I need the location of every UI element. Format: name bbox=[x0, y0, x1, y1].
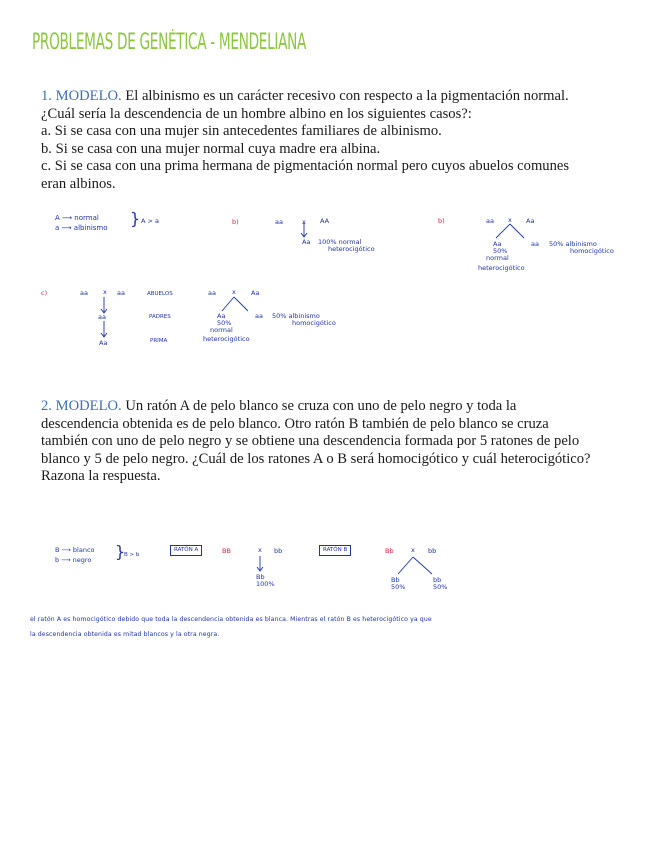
cross-bb-parent-1: Bb bbox=[385, 547, 394, 555]
cross-b2-child-2: aa bbox=[531, 240, 539, 248]
cross-a-offspring: Bb bbox=[256, 573, 265, 581]
cross-a-offspring-pct: 100% bbox=[256, 580, 275, 588]
problem-1-line-2: ¿Cuál sería la descendencia de un hombre albino en los siguientes casos?: bbox=[41, 105, 472, 122]
problem-2-statement bbox=[41, 398, 601, 486]
cross-c2-child-2-desc-2: homocigótico bbox=[292, 319, 336, 327]
cross-c-parent-2: aa bbox=[117, 289, 125, 297]
problem-2-line-5: Razona la respuesta. bbox=[41, 468, 161, 485]
box-mouse-a: RATÓN A bbox=[170, 545, 202, 556]
cross-c2-child-1: Aa bbox=[217, 312, 226, 320]
legend-1-brace: } bbox=[130, 209, 141, 228]
cross-c2-parent-2: Aa bbox=[251, 289, 260, 297]
legend-2-relation: B > b bbox=[124, 552, 140, 558]
cross-c-gen-2: aa bbox=[98, 313, 106, 321]
cross-b2-child-2-desc-2: homocigótico bbox=[570, 247, 614, 255]
cross-b-desc-2: heterocigótico bbox=[328, 245, 375, 253]
cross-bb-child-2: bb bbox=[433, 576, 442, 584]
cross-c2-child-1-pct: 50% bbox=[217, 319, 232, 327]
cross-b2-child-2-desc-1: 50% albinismo bbox=[549, 240, 597, 248]
cross-c-gen-3: Aa bbox=[99, 339, 108, 347]
cross-bb-parent-2: bb bbox=[428, 547, 437, 555]
cross-c2-child-2-desc-1: 50% albinismo bbox=[272, 312, 320, 320]
cross-c-role-cousin: PRIMA bbox=[150, 338, 168, 344]
problem-2-line-1: Un ratón A de pelo blanco se cruza con uno de pelo negro y toda la bbox=[125, 398, 517, 414]
cross-c-role-parents: PADRES bbox=[149, 314, 171, 320]
problem-1-line-3: a. Si se casa con una mujer sin antecedentes familiares de albinismo. bbox=[41, 123, 442, 140]
problem-2-line-2: descendencia obtenida es de pelo blanco. Otro ratón B también de pelo blanco se cruza bbox=[41, 415, 549, 432]
label-case-b: b) bbox=[232, 218, 239, 226]
box-mouse-b: RATÓN B bbox=[319, 545, 351, 556]
legend-2-dominant: B ⟶ blanco bbox=[55, 546, 95, 554]
label-case-b-2: b) bbox=[438, 217, 445, 225]
problem-1-line-6: eran albinos. bbox=[41, 175, 116, 192]
problem-2-line-4: blanco y 5 de pelo negro. ¿Cuál de los ratones A o B será homocigótico y cuál heterocigótico? bbox=[41, 450, 591, 467]
cross-c2-child-1-desc-2: heterocigótico bbox=[203, 335, 250, 343]
legend-1-relation: A > a bbox=[141, 217, 160, 225]
cross-bb-child-2-pct: 50% bbox=[433, 583, 448, 591]
cross-a-parent-2: bb bbox=[274, 547, 283, 555]
cross-c-parent-1: aa bbox=[80, 289, 88, 297]
legend-1-dominant: A ⟶ normal bbox=[55, 214, 99, 222]
cross-c-times: x bbox=[103, 288, 107, 296]
problem-1-line-1: El albinismo es un carácter recesivo con respecto a la pigmentación normal. bbox=[125, 88, 569, 104]
cross-b-parent-2: AA bbox=[320, 217, 330, 225]
conclusion-line-2: la descendencia obtenida es mitad blancos y la otra negra. bbox=[30, 631, 220, 638]
cross-b-offspring: Aa bbox=[302, 238, 311, 246]
cross-c2-child-1-desc-1: normal bbox=[210, 326, 233, 334]
problem-1-number: 1. MODELO. bbox=[41, 88, 122, 104]
cross-a-parent-1: BB bbox=[222, 547, 231, 555]
cross-bb-child-1-pct: 50% bbox=[391, 583, 406, 591]
problem-2-line-3: también con uno de pelo negro y se obtiene una descendencia formada por 5 ratones de pelo bbox=[41, 433, 580, 450]
cross-b-times: x bbox=[302, 218, 306, 226]
cross-b-desc-1: 100% normal bbox=[318, 238, 362, 246]
cross-b2-parent-1: aa bbox=[486, 217, 494, 225]
cross-bb-times: x bbox=[411, 546, 415, 554]
cross-b2-child-1-pct: 50% bbox=[493, 247, 508, 255]
legend-1-recessive: a ⟶ albinismo bbox=[55, 224, 108, 232]
cross-c2-parent-1: aa bbox=[208, 289, 216, 297]
legend-2-recessive: b ⟶ negro bbox=[55, 556, 92, 564]
problem-2-number: 2. MODELO. bbox=[41, 398, 122, 414]
cross-a-times: x bbox=[258, 546, 262, 554]
cross-b2-child-1-desc-1: normal bbox=[486, 254, 509, 262]
cross-bb-child-1: Bb bbox=[391, 576, 400, 584]
cross-b2-child-1: Aa bbox=[493, 240, 502, 248]
cross-b2-times: x bbox=[508, 216, 512, 224]
page-title: PROBLEMAS DE GENÉTICA - MENDELIANA bbox=[32, 30, 307, 55]
conclusion-line-1: el ratón A es homocigótico debido que toda la descendencia obtenida es blanca. Mientras el ratón B es heterocigótico ya que bbox=[30, 616, 432, 623]
problem-1-line-4: b. Si se casa con una mujer normal cuya madre era albina. bbox=[41, 140, 381, 157]
conclusion-text bbox=[30, 612, 620, 642]
cross-c2-times: x bbox=[232, 288, 236, 296]
cross-b2-parent-2: Aa bbox=[526, 217, 535, 225]
legend-2-brace: } bbox=[115, 542, 126, 561]
cross-c-role-grandparents: ABUELOS bbox=[147, 291, 173, 297]
problem-1-line-5: c. Si se casa con una prima hermana de pigmentación normal pero cuyos abuelos comunes bbox=[41, 158, 570, 175]
cross-b-parent-1: aa bbox=[275, 218, 283, 226]
label-case-c: c) bbox=[41, 289, 48, 297]
cross-b2-child-1-desc-2: heterocigótico bbox=[478, 264, 525, 272]
cross-c2-child-2: aa bbox=[255, 312, 263, 320]
